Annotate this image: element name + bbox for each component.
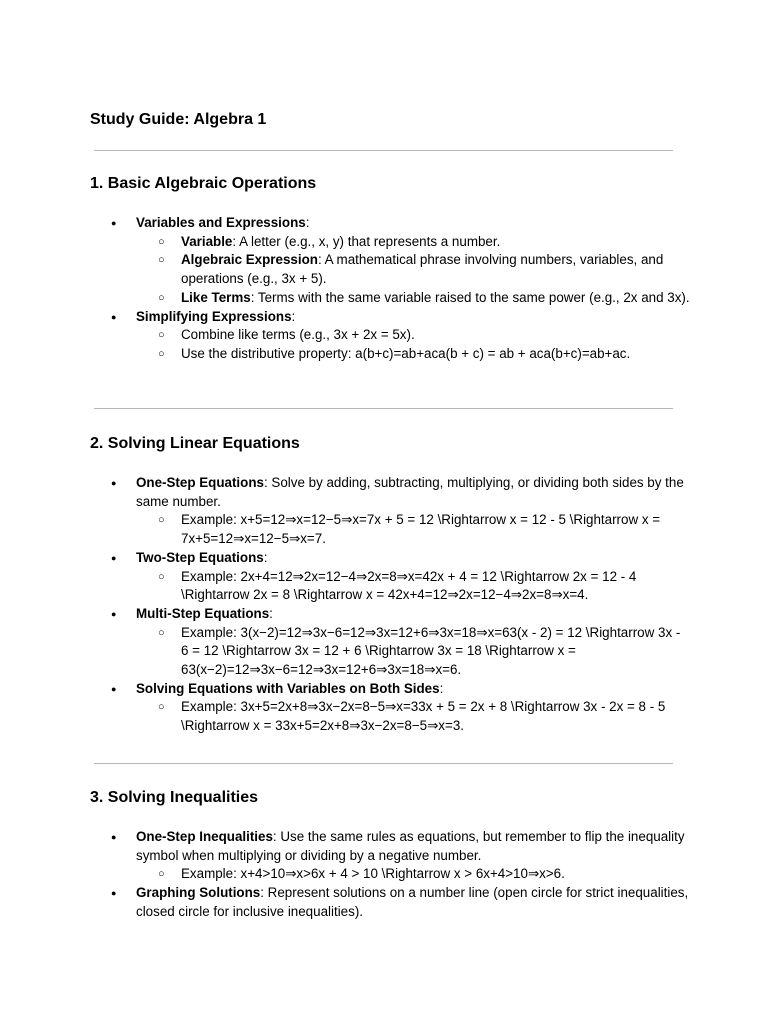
sub-list <box>136 233 690 308</box>
item-text: : Represent solutions on a number line (open circle for strict inequalities, closed circle for inclusive inequalities). <box>136 885 689 919</box>
list-item <box>90 549 690 605</box>
section-heading: 2. Solving Linear Equations <box>90 435 300 452</box>
sub-list-item <box>136 624 690 680</box>
item-text: : <box>291 308 296 324</box>
sub-list-item <box>136 233 690 252</box>
sub-item-text: Combine like terms (e.g., 3x + 2x = 5x). <box>181 327 415 343</box>
item-text: : Use the same rules as equations, but remember to flip the inequality symbol when multiplying or dividing by a negative number. <box>136 829 685 863</box>
horizontal-rule <box>94 763 673 764</box>
sub-list-item <box>136 568 690 605</box>
item-label: Multi-Step Equations <box>136 605 270 621</box>
sub-list <box>136 568 690 605</box>
item-text: : <box>263 549 268 565</box>
list-item <box>90 680 690 736</box>
sub-item-text: : Terms with the same variable raised to the same power (e.g., 2x and 3x). <box>250 289 690 305</box>
sub-item-label: Variable <box>181 233 233 249</box>
sub-item-text: Example: x+4>10⇒x>6x + 4 > 10 \Rightarrow x > 6x+4>10⇒x>6. <box>181 866 565 882</box>
section-heading: 3. Solving Inequalities <box>90 789 259 806</box>
sub-list-item <box>136 865 690 884</box>
item-label: One-Step Inequalities <box>136 829 273 844</box>
item-label: Simplifying Expressions <box>136 308 292 324</box>
sub-item-text: Example: 3x+5=2x+8⇒3x−2x=8−5⇒x=33x + 5 = 2x + 8 \Rightarrow 3x - 2x = 8 - 5 \Rightarrow x = 33x+5=2x+8⇒3x−2x=8−5⇒x=3. <box>181 699 666 734</box>
sub-item-text: : A mathematical phrase involving numbers, variables, and operations (e.g., 3x + 5). <box>181 252 664 287</box>
item-label: Variables and Expressions <box>136 215 306 230</box>
sub-list <box>136 326 690 363</box>
sub-list-item <box>136 511 690 548</box>
sub-list-item <box>136 326 690 345</box>
sub-list <box>136 624 690 680</box>
sub-item-text: Example: 2x+4=12⇒2x=12−4⇒2x=8⇒x=42x + 4 = 12 \Rightarrow 2x = 12 - 4 \Rightarrow 2x = 8 \Rightarrow x = 42x+4=12⇒2x=12−4⇒2x=8⇒x=4. <box>181 568 637 603</box>
bullet-list <box>90 474 690 736</box>
list-item <box>90 828 690 884</box>
sub-item-label: Like Terms <box>181 289 251 305</box>
item-label: Solving Equations with Variables on Both Sides <box>136 680 440 696</box>
sub-item-text: : A letter (e.g., x, y) that represents a number. <box>232 233 501 249</box>
bullet-list <box>90 828 690 922</box>
list-item <box>90 884 690 921</box>
list-item <box>90 474 690 549</box>
item-label: Graphing Solutions <box>136 885 261 901</box>
bullet-list <box>90 214 690 364</box>
item-text: : <box>305 215 310 230</box>
sub-list-item <box>136 345 690 364</box>
section-basic-operations <box>90 174 690 364</box>
sub-list-item <box>136 289 690 308</box>
sub-list-item <box>136 251 690 288</box>
section-heading: 1. Basic Algebraic Operations <box>90 175 317 192</box>
list-item <box>90 605 690 680</box>
sub-list-item <box>136 698 690 735</box>
page-title: Study Guide: Algebra 1 <box>90 111 267 128</box>
sub-item-text: Example: 3(x−2)=12⇒3x−6=12⇒3x=12+6⇒3x=18⇒x=63(x - 2) = 12 \Rightarrow 3x - 6 = 12 \Rightarrow 3x = 12 + 6 \Rightarrow 3x = 18 \Rightarrow x = 63(x−2)=12⇒3x−6=12⇒3x=12+6⇒3x=18⇒x=6. <box>181 624 681 678</box>
sub-item-text: Example: x+5=12⇒x=12−5⇒x=7x + 5 = 12 \Rightarrow x = 12 - 5 \Rightarrow x = 7x+5=12⇒x=12−5⇒x=7. <box>181 512 661 547</box>
section-linear-equations <box>90 434 690 736</box>
item-label: One-Step Equations <box>136 475 264 490</box>
sub-list <box>136 511 690 548</box>
item-label: Two-Step Equations <box>136 549 264 565</box>
list-item <box>90 214 690 308</box>
horizontal-rule <box>94 408 673 409</box>
list-item <box>90 308 690 364</box>
sub-item-text: Use the distributive property: a(b+c)=ab+aca(b + c) = ab + aca(b+c)=ab+ac. <box>181 345 631 361</box>
sub-list <box>136 698 690 735</box>
item-text: : <box>439 680 444 696</box>
item-text: : Solve by adding, subtracting, multiplying, or dividing both sides by the same number. <box>136 475 684 509</box>
horizontal-rule <box>94 150 673 151</box>
section-inequalities <box>90 788 690 922</box>
sub-item-label: Algebraic Expression <box>181 252 318 268</box>
sub-list <box>136 865 690 884</box>
item-text: : <box>269 605 273 621</box>
